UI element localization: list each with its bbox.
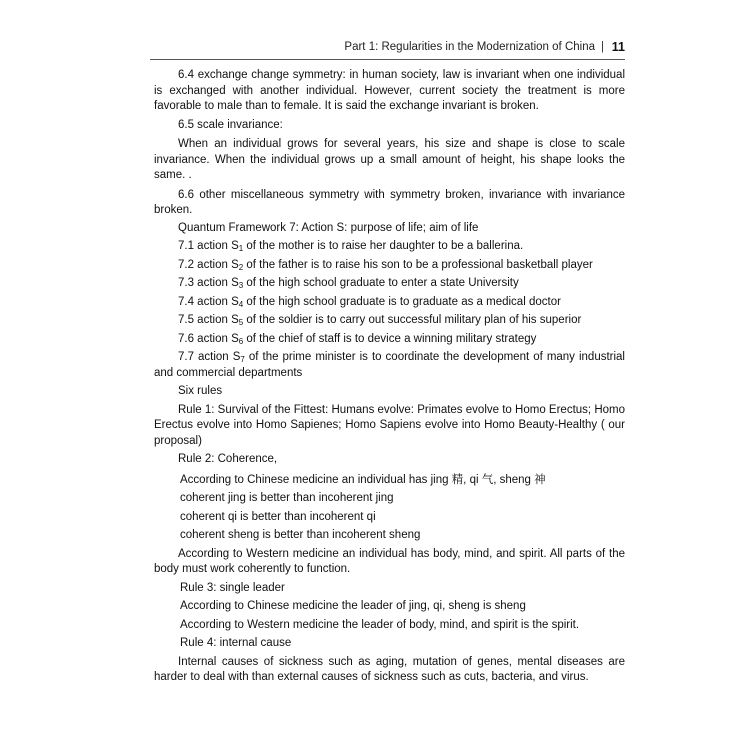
paragraph-rule-1: Rule 1: Survival of the Fittest: Humans evolve: Primates evolve to Homo Erectus; Homo Erectus evolve into Homo Sapienes; Homo Sapiens evolve into Homo Beauty-Healthy ( our proposal)	[154, 403, 625, 447]
action-prefix: 7.6 action S	[178, 332, 239, 345]
line-leader-western: According to Western medicine the leader of body, mind, and spirit is the spirit.	[180, 618, 580, 631]
heading-quantum-framework: Quantum Framework 7: Action S: purpose of life; aim of life	[178, 221, 479, 234]
action-prefix: 7.2 action S	[178, 258, 239, 271]
action-line	[154, 313, 625, 329]
action-text: of the prime minister is to coordinate the development of many industrial and commercial departments	[154, 351, 625, 379]
action-line	[154, 239, 625, 255]
action-subscript: 6	[238, 336, 244, 346]
action-text: of the mother is to raise her daughter to be a ballerina.	[243, 240, 524, 252]
line-coherent-jing: coherent jing is better than incoherent jing	[180, 492, 394, 504]
running-header-title: Part 1: Regularities in the Modernization of China	[344, 41, 595, 53]
action-paragraph	[154, 350, 625, 381]
line-chinese-medicine: According to Chinese medicine an individual has jing 精, qi 气, sheng 神	[180, 473, 546, 486]
line-coherent-qi: coherent qi is better than incoherent qi	[180, 510, 376, 523]
action-line	[154, 258, 625, 274]
action-prefix: 7.5 action S	[178, 314, 239, 326]
heading-six-rules: Six rules	[178, 385, 223, 397]
action-subscript: 5	[238, 318, 244, 327]
paragraph-scale-invariance: When an individual grows for several years, his size and shape is close to scale invariance. When the individual grows up a small amount of height, his shape looks the same. .	[154, 138, 625, 181]
action-text: of the father is to raise his son to be a professional basketball player	[243, 258, 593, 271]
heading-rule-3: Rule 3: single leader	[180, 581, 285, 594]
page-number: 11	[611, 40, 625, 54]
action-prefix: 7.1 action S	[178, 240, 239, 252]
line-leader-chinese: According to Chinese medicine the leader of jing, qi, sheng is sheng	[180, 600, 526, 612]
action-line	[154, 332, 625, 348]
action-subscript: 7	[240, 355, 245, 364]
running-header	[150, 40, 625, 60]
paragraph-internal-causes: Internal causes of sickness such as aging, mutation of genes, mental diseases are harder to deal with than external causes of sickness such as cuts, bacteria, and virus.	[154, 655, 625, 683]
action-text: of the soldier is to carry out successful military plan of his superior	[243, 314, 582, 326]
action-text: of the high school graduate is to graduate as a medical doctor	[243, 295, 561, 308]
paragraph-misc-symmetry: 6.6 other miscellaneous symmetry with symmetry broken, invariance with invariance broken.	[154, 188, 625, 216]
page-body	[154, 68, 625, 686]
action-subscript: 2	[238, 262, 244, 272]
heading-scale-invariance: 6.5 scale invariance:	[178, 118, 283, 131]
line-coherent-sheng: coherent sheng is better than incoherent sheng	[180, 529, 421, 541]
action-subscript: 4	[238, 299, 244, 309]
paragraph-exchange-symmetry: 6.4 exchange change symmetry: in human society, law is invariant when one individual is exchanged with another individual. However, current society the treatment is more favorable to male than to female. It is said the exchange invariant is broken.	[154, 69, 625, 112]
action-prefix: 7.3 action S	[178, 277, 239, 289]
paragraph-western-medicine: According to Western medicine an individual has body, mind, and spirit. All parts of the body must work coherently to function.	[154, 547, 625, 575]
action-text: of the chief of staff is to device a winning military strategy	[243, 332, 537, 345]
action-subscript: 1	[238, 244, 244, 253]
running-header-separator: |	[601, 41, 604, 53]
action-prefix: 7.7 action S	[178, 351, 241, 363]
action-subscript: 3	[238, 281, 244, 290]
action-text: of the high school graduate to enter a state University	[243, 277, 519, 289]
heading-rule-2: Rule 2: Coherence,	[178, 453, 278, 465]
action-prefix: 7.4 action S	[178, 295, 239, 308]
action-line	[154, 295, 625, 311]
heading-rule-4: Rule 4: internal cause	[180, 637, 292, 649]
action-line	[154, 276, 625, 292]
